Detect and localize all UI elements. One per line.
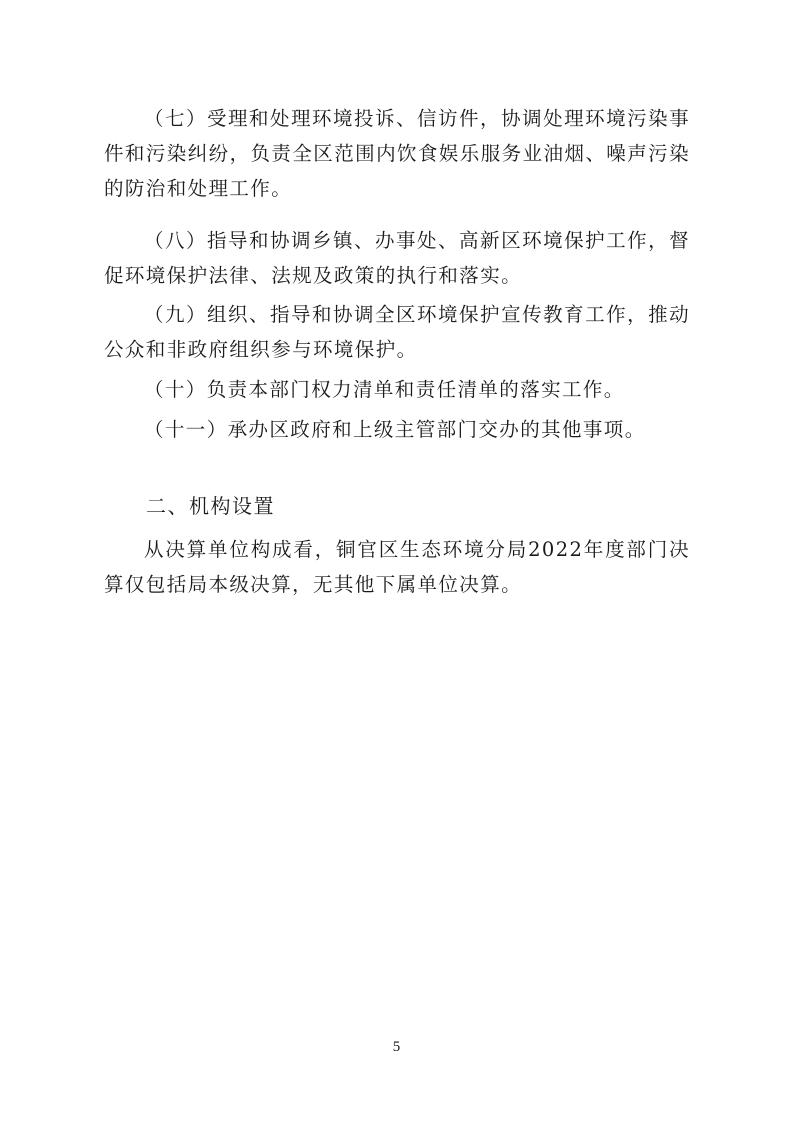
page-number: 5: [392, 1039, 401, 1055]
paragraph-item-10: （十）负责本部门权力清单和责任清单的落实工作。: [144, 378, 625, 401]
paragraph-item-11: （十一）承办区政府和上级主管部门交办的其他事项。: [144, 418, 646, 441]
section-heading: 二、机构设置: [146, 494, 275, 518]
paragraph-item-7: （七）受理和处理环境投诉、信访件，协调处理环境污染事件和污染纠纷，负责全区范围内饮食娱乐服务业油烟、噪声污染的防治和处理工作。: [104, 107, 690, 200]
paragraph-item-8: （八）指导和协调乡镇、办事处、高新区环境保护工作，督促环境保护法律、法规及政策的执行和落实。: [104, 229, 690, 287]
section-paragraph: 从决算单位构成看，铜官区生态环境分局2022年度部门决算仅包括局本级决算，无其他下属单位决算。: [104, 538, 690, 596]
paragraph-item-9: （九）组织、指导和协调全区环境保护宣传教育工作，推动公众和非政府组织参与环境保护。: [104, 303, 690, 361]
